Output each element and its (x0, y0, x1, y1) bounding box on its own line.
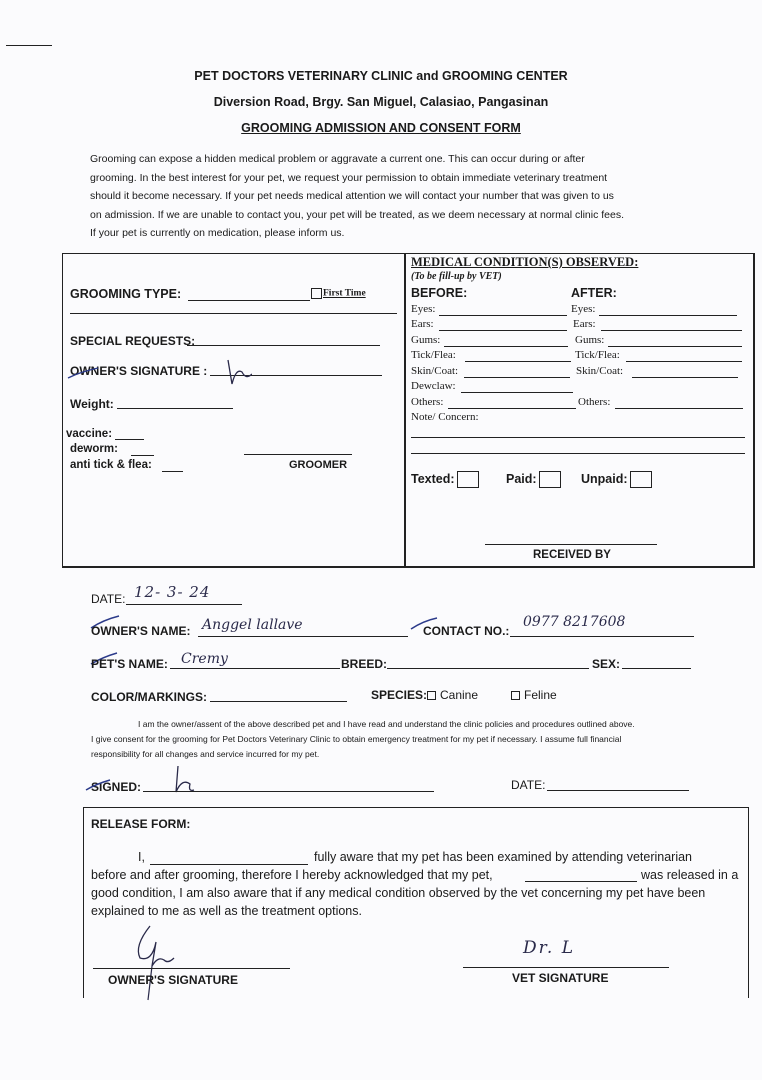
deworm-line[interactable] (131, 455, 154, 456)
clinic-name: PET DOCTORS VETERINARY CLINIC and GROOMING CENTER (194, 69, 568, 83)
date-value: 12- 3- 24 (134, 583, 211, 601)
before-others-line[interactable] (448, 408, 576, 409)
after-others-line[interactable] (615, 408, 743, 409)
note-line-1[interactable] (411, 437, 745, 438)
sex-line[interactable] (622, 668, 691, 669)
release-line-1: fully aware that my pet has been examined by attending veterinarian (314, 850, 693, 864)
after-heading: AFTER: (571, 286, 617, 300)
consent-line-3: responsibility for all changes and service incurred for my pet. (91, 749, 320, 759)
unpaid-field[interactable] (581, 471, 652, 488)
first-time-option[interactable] (311, 288, 366, 299)
owner-release-signature-scribble (130, 922, 210, 1004)
release-form-title: RELEASE FORM: (91, 817, 191, 831)
first-time-label: First Time (323, 288, 366, 299)
before-gums-label: Gums: (411, 334, 441, 346)
breed-line[interactable] (387, 668, 589, 669)
before-tickflea-line[interactable] (465, 361, 571, 362)
color-markings-label: COLOR/MARKINGS: (91, 690, 207, 704)
special-requests-line[interactable] (187, 345, 380, 346)
paid-label: Paid: (506, 471, 537, 486)
sex-label: SEX: (592, 657, 621, 671)
after-others-label: Others: (578, 396, 611, 408)
release-line-3: good condition, I am also aware that if any medical condition observed by the vet concerning my pet have been (91, 886, 706, 900)
vet-signature-label: VET SIGNATURE (512, 971, 609, 985)
after-eyes-label: Eyes: (571, 303, 596, 315)
release-pet-line[interactable] (525, 881, 637, 882)
weight-label: Weight: (70, 397, 114, 411)
unpaid-label: Unpaid: (581, 471, 628, 486)
after-tickflea-label: Tick/Flea: (575, 349, 620, 361)
canine-option[interactable] (427, 688, 478, 702)
owner-release-signature-label: OWNER'S SIGNATURE (108, 973, 238, 987)
release-i: I, (138, 850, 145, 864)
note-line-2[interactable] (411, 453, 745, 454)
texted-field[interactable] (411, 471, 479, 488)
before-heading: BEFORE: (411, 286, 468, 300)
intro-line: on admission. If we are unable to contact you, your pet will be treated, as we deem necessary at normal clinic fees. (90, 208, 625, 221)
medical-subtitle: (To be fill-up by VET) (411, 271, 502, 282)
signed-date-line[interactable] (547, 790, 689, 791)
before-dewclaw-line[interactable] (461, 392, 573, 393)
intro-line: grooming. In the best interest for your pet, we request your permission to obtain immediate veterinary treatment (90, 171, 608, 184)
owner-signature-scribble (62, 358, 252, 388)
grooming-type-line[interactable] (188, 300, 310, 301)
signed-label: SIGNED: (91, 780, 142, 794)
pets-name-label: PET'S NAME: (91, 657, 168, 671)
intro-paragraph (90, 150, 710, 243)
after-ears-line[interactable] (601, 330, 742, 331)
deworm-label: deworm: (70, 443, 118, 455)
before-others-label: Others: (411, 396, 444, 408)
after-skincoat-label: Skin/Coat: (576, 365, 624, 377)
date-line[interactable] (126, 604, 242, 605)
before-ears-line[interactable] (439, 330, 567, 331)
release-line-2b: was released in a (641, 868, 739, 882)
texted-label: Texted: (411, 471, 455, 486)
special-requests-label: SPECIAL REQUESTS: (70, 334, 196, 348)
pets-name-line[interactable] (170, 668, 340, 669)
texted-checkbox[interactable] (457, 471, 479, 488)
contact-no-label: CONTACT NO.: (423, 624, 510, 638)
panel-divider (404, 254, 406, 566)
weight-line[interactable] (117, 408, 233, 409)
intro-line: Grooming can expose a hidden medical problem or aggravate a current one. This can occur during or after (90, 153, 585, 165)
clinic-address: Diversion Road, Brgy. San Miguel, Calasiao, Pangasinan (213, 95, 549, 109)
owner-name-label: OWNER'S NAME: (91, 624, 191, 638)
after-eyes-line[interactable] (599, 315, 737, 316)
intro-line: If your pet is currently on medication, please inform us. (90, 227, 345, 239)
before-tickflea-label: Tick/Flea: (411, 349, 456, 361)
signed-date-label: DATE: (511, 778, 546, 792)
received-by-line[interactable] (485, 544, 657, 545)
intro-line: should it become necessary. If your pet needs medical attention we will contact your number that was given to us (90, 190, 614, 202)
vaccine-line[interactable] (115, 439, 144, 440)
before-ears-label: Ears: (411, 318, 434, 330)
canine-checkbox[interactable] (427, 691, 436, 700)
release-name-line[interactable] (150, 864, 308, 865)
before-eyes-label: Eyes: (411, 303, 436, 315)
contact-no-value: 0977 8217608 (523, 614, 626, 630)
vet-signature-line[interactable] (463, 967, 669, 968)
owner-name-line[interactable] (198, 636, 408, 637)
color-markings-line[interactable] (210, 701, 347, 702)
signed-line[interactable] (143, 791, 434, 792)
consent-line-1: I am the owner/assent of the above described pet and I have read and understand the clinic policies and procedures outlined above. (138, 719, 635, 729)
anti-tick-label: anti tick & flea: (70, 459, 152, 471)
owner-release-signature-line[interactable] (93, 968, 290, 969)
after-ears-label: Ears: (573, 318, 596, 330)
feline-option[interactable] (511, 688, 557, 702)
feline-checkbox[interactable] (511, 691, 520, 700)
form-title: GROOMING ADMISSION AND CONSENT FORM (241, 121, 521, 135)
before-skincoat-label: Skin/Coat: (411, 365, 459, 377)
before-eyes-line[interactable] (439, 315, 567, 316)
signed-signature-scribble (84, 764, 214, 798)
after-tickflea-line[interactable] (626, 361, 742, 362)
release-line-4: explained to me as well as the treatment options. (91, 904, 362, 918)
after-gums-label: Gums: (575, 334, 605, 346)
pets-name-value: Cremy (181, 651, 228, 667)
unpaid-checkbox[interactable] (630, 471, 652, 488)
anti-tick-line[interactable] (162, 471, 183, 472)
scan-mark (6, 45, 52, 46)
owner-name-value: Anggel lallave (202, 617, 303, 633)
feline-label: Feline (524, 688, 557, 702)
after-skincoat-line[interactable] (632, 377, 738, 378)
groomer-label: GROOMER (289, 459, 348, 471)
before-gums-line[interactable] (444, 346, 568, 347)
species-label: SPECIES: (371, 688, 428, 702)
paid-checkbox[interactable] (539, 471, 561, 488)
release-line-2a: before and after grooming, therefore I hereby acknowledged that my pet, (91, 868, 493, 882)
paid-field[interactable] (506, 471, 561, 488)
consent-line-2: I give consent for the grooming for Pet Doctors Veterinary Clinic to obtain emergency treatment for my pet if necessary. I assume full financial (91, 734, 622, 744)
breed-label: BREED: (341, 657, 388, 671)
received-by-label: RECEIVED BY (533, 549, 611, 561)
date-label: DATE: (91, 592, 126, 606)
canine-label: Canine (440, 688, 479, 702)
before-skincoat-line[interactable] (464, 377, 570, 378)
note-concern-label: Note/ Concern: (411, 411, 479, 423)
vet-handwritten-signature: Dr. L (523, 938, 575, 958)
groomer-line[interactable] (244, 454, 352, 455)
grooming-type-label: GROOMING TYPE: (70, 287, 182, 301)
contact-no-line[interactable] (510, 636, 694, 637)
owner-signature-label: OWNER'S SIGNATURE : (70, 364, 208, 378)
first-time-checkbox[interactable] (311, 288, 322, 299)
medical-title: MEDICAL CONDITION(S) OBSERVED: (411, 255, 639, 269)
vaccine-label: vaccine: (66, 428, 113, 440)
after-gums-line[interactable] (608, 346, 742, 347)
grooming-type-line-2[interactable] (70, 313, 397, 314)
before-dewclaw-label: Dewclaw: (411, 380, 456, 392)
